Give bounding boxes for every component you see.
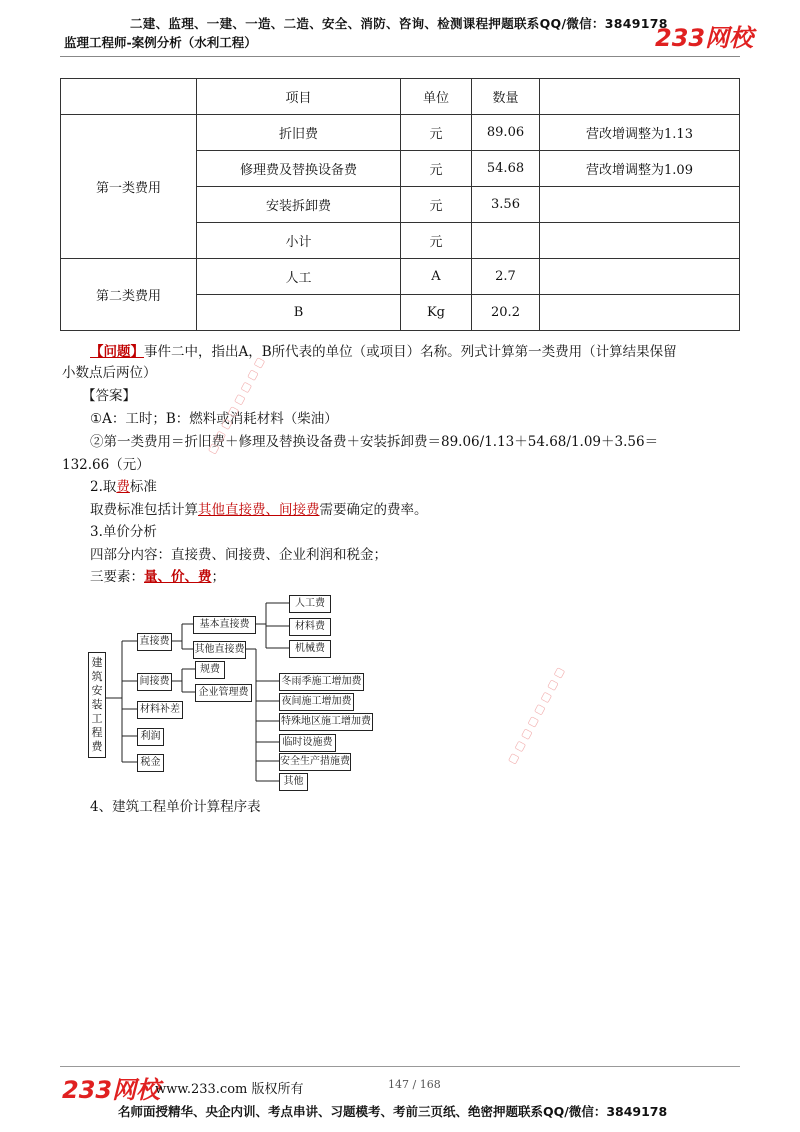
note-cell: 营改增调整为1.13	[540, 115, 740, 151]
root-char: 工	[91, 712, 103, 725]
section-2-prefix: 2.取	[90, 479, 117, 495]
node-labor: 人工费	[289, 595, 331, 613]
root-char: 安	[91, 684, 103, 697]
node-special-area: 特殊地区施工增加费	[279, 713, 373, 731]
root-char: 程	[91, 726, 103, 739]
section-2-text-suffix: 需要确定的费率。	[319, 502, 428, 518]
unit-cell: 元	[401, 115, 472, 151]
node-other: 其他	[279, 773, 308, 791]
qty-cell: 20.2	[472, 295, 540, 331]
item-cell: 修理费及替换设备费	[197, 151, 401, 187]
answer-tag: 【答案】	[82, 388, 136, 404]
node-other-direct: 其他直接费	[193, 641, 246, 659]
item-cell: 人工	[197, 259, 401, 295]
diagram-root-box	[88, 652, 106, 758]
brand-logo: 233网校	[655, 24, 754, 52]
root-char: 筑	[91, 670, 103, 683]
elements-suffix: ；	[211, 569, 225, 585]
section-4-title: 4、建筑工程单价计算程序表	[90, 799, 261, 815]
elements-prefix: 三要素：	[90, 569, 144, 585]
section-3-title: 3.单价分析	[90, 524, 157, 540]
item-cell: 安装拆卸费	[197, 187, 401, 223]
item-cell: 小计	[197, 223, 401, 259]
section-3-text: 四部分内容：直接费、间接费、企业利润和税金；	[90, 547, 387, 563]
node-regulatory-fee: 规费	[195, 661, 225, 679]
qty-cell: 54.68	[472, 151, 540, 187]
question-text-cont: 小数点后两位）	[62, 365, 157, 381]
header-cell-unit: 单位	[401, 79, 472, 115]
question-tag: 【问题】	[90, 344, 144, 360]
answer-line-1: ①A：工时；B：燃料或消耗材料（柴油）	[90, 411, 338, 427]
group-cell-first: 第一类费用	[61, 115, 197, 259]
qty-cell: 3.56	[472, 187, 540, 223]
unit-cell: Kg	[401, 295, 472, 331]
unit-cell: A	[401, 259, 472, 295]
footer-brand-logo: 233网校	[62, 1076, 161, 1104]
footer-promo-line: 名师面授精华、央企内训、考点串讲、习题模考、考前三页纸、绝密押题联系QQ/微信：3849178	[118, 1104, 668, 1119]
root-char: 费	[91, 740, 103, 753]
unit-cell: 元	[401, 187, 472, 223]
section-2-text-highlight: 其他直接费、间接费	[198, 502, 320, 518]
elements-highlight: 量、价、费	[144, 569, 212, 585]
page-number: 147 / 168	[388, 1078, 441, 1091]
note-cell: 营改增调整为1.09	[540, 151, 740, 187]
section-2-text-prefix: 取费标准包括计算	[90, 502, 198, 518]
node-temp-facilities: 临时设施费	[279, 734, 336, 752]
root-char: 建	[91, 656, 103, 669]
section-2-suffix: 标准	[129, 479, 157, 495]
node-basic-direct: 基本直接费	[193, 616, 256, 634]
node-direct-fee: 直接费	[137, 633, 172, 651]
node-material-diff: 材料补差	[137, 701, 183, 719]
footer-divider	[60, 1066, 740, 1067]
unit-cell: 元	[401, 151, 472, 187]
answer-line-2: ②第一类费用＝折旧费＋修理及替换设备费＋安装拆卸费＝89.06/1.13＋54.68/1.09＋3.56＝	[90, 434, 659, 450]
watermark-stamp: ▢ ▢ ▢ ▢ ▢ ▢ ▢ ▢	[505, 664, 568, 767]
node-winter-rain: 冬雨季施工增加费	[279, 673, 364, 691]
node-material: 材料费	[289, 618, 331, 636]
answer-line-2-cont: 132.66（元）	[62, 457, 150, 473]
header-contact-line: 二建、监理、一建、一造、二造、安全、消防、咨询、检测课程押题联系QQ/微信：3849178	[130, 16, 668, 31]
root-char: 装	[91, 698, 103, 711]
node-night-work: 夜间施工增加费	[279, 693, 354, 711]
watermark-stamp: ▢ ▢ ▢ ▢ ▢ ▢ ▢ ▢	[205, 354, 268, 457]
qty-cell: 2.7	[472, 259, 540, 295]
node-indirect-fee: 间接费	[137, 673, 172, 691]
section-2-highlight: 费	[116, 479, 130, 495]
node-safety: 安全生产措施费	[279, 753, 351, 771]
footer-copyright: www.233.com 版权所有	[155, 1082, 304, 1097]
node-profit: 利润	[137, 728, 164, 746]
header-cell-item: 项目	[197, 79, 401, 115]
item-cell: 折旧费	[197, 115, 401, 151]
group-cell-second: 第二类费用	[61, 259, 197, 331]
node-tax: 税金	[137, 754, 164, 772]
node-machine: 机械费	[289, 640, 331, 658]
header-cell-qty: 数量	[472, 79, 540, 115]
question-text: 事件二中，指出A，B所代表的单位（或项目）名称。列式计算第一类费用（计算结果保留	[144, 344, 677, 360]
node-management-fee: 企业管理费	[195, 684, 252, 702]
item-cell: B	[197, 295, 401, 331]
unit-cell: 元	[401, 223, 472, 259]
document-subtitle: 监理工程师-案例分析（水利工程）	[64, 35, 257, 50]
qty-cell: 89.06	[472, 115, 540, 151]
